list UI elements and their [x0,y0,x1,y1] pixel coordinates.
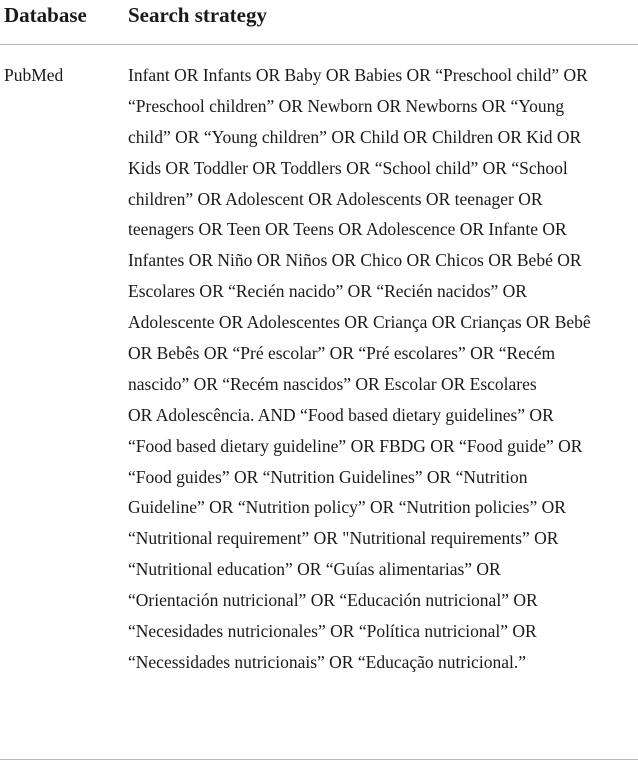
column-header-search-strategy: Search strategy [128,3,267,27]
table-header-row [0,0,638,44]
strategy-line: teenagers OR Teen OR Teens OR Adolescence OR Infante OR [128,219,567,240]
strategy-line: “Preschool children” OR Newborn OR Newborns OR “Young [128,95,565,116]
database-cell: PubMed [4,65,64,85]
strategy-line: “Food guides” OR “Nutrition Guidelines” OR “Nutrition [128,466,528,487]
strategy-line: “Nutritional requirement” OR "Nutritional requirements” OR [128,528,559,549]
strategy-line: children” OR Adolescent OR Adolescents OR teenager OR [128,188,543,209]
strategy-line: nascido” OR “Recém nascidos” OR Escolar OR Escolares [128,373,537,394]
strategy-line: Escolares OR “Recién nacido” OR “Recién nacidos” OR [128,281,527,302]
table-bottom-divider [0,759,638,760]
strategy-line: “Necessidades nutricionais” OR “Educação nutricional.” [128,651,526,672]
column-header-database: Database [4,3,87,27]
strategy-line: “Food based dietary guideline” OR FBDG OR “Food guide” OR [128,435,583,456]
header-divider [0,44,638,45]
strategy-line: child” OR “Young children” OR Child OR Children OR Kid OR [128,126,582,147]
strategy-line: Infant OR Infants OR Baby OR Babies OR “Preschool child” OR [128,65,588,85]
strategy-line: “Orientación nutricional” OR “Educación nutricional” OR [128,590,538,611]
strategy-line: “Necesidades nutricionales” OR “Política nutricional” OR [128,621,537,642]
strategy-line: Infantes OR Niño OR Niños OR Chico OR Chicos OR Bebé OR [128,250,582,271]
strategy-line: Kids OR Toddler OR Toddlers OR “School child” OR “School [128,157,568,178]
strategy-line: OR Adolescência. AND “Food based dietary guidelines” OR [128,404,554,425]
search-strategy-cell [128,64,634,682]
strategy-line: “Nutritional education” OR “Guías alimentarias” OR [128,559,501,580]
strategy-line: OR Bebês OR “Pré escolar” OR “Pré escolares” OR “Recém [128,343,556,364]
strategy-line: Adolescente OR Adolescentes OR Criança OR Crianças OR Bebê [128,312,591,333]
strategy-line: Guideline” OR “Nutrition policy” OR “Nutrition policies” OR [128,497,566,518]
